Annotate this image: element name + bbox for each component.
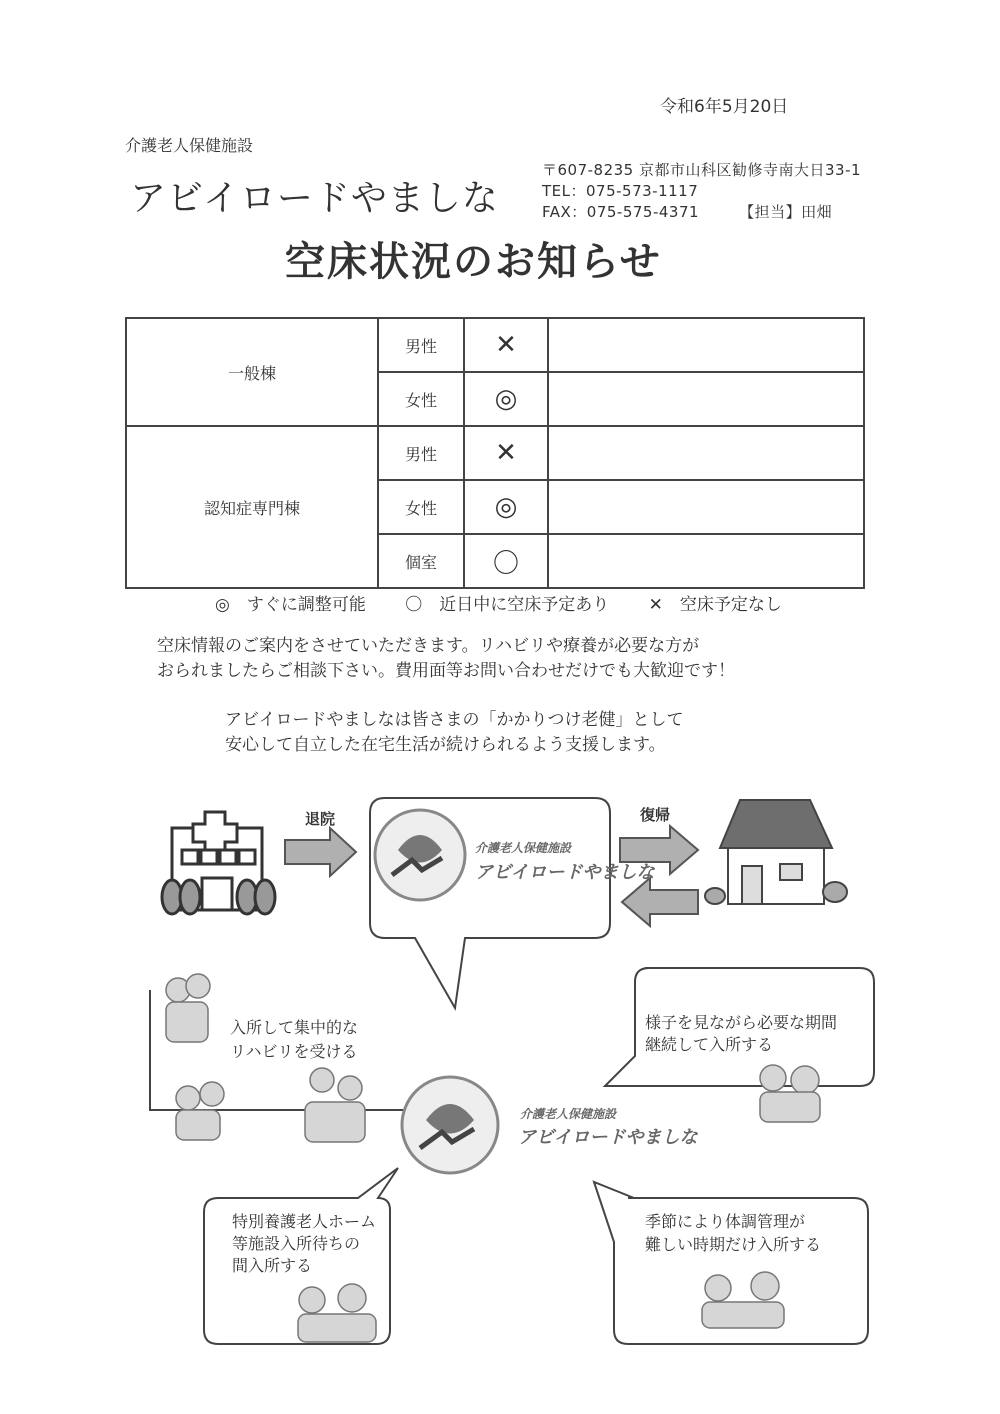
facility-type: 介護老人保健施設	[125, 136, 254, 155]
mission-paragraph	[225, 708, 684, 758]
row-label: 個室	[378, 534, 464, 588]
bubble-line: 様子を見ながら必要な期間	[645, 1013, 838, 1032]
bubble-line: 等施設入所待ちの	[232, 1234, 361, 1253]
status-mark: ◎	[464, 372, 548, 426]
vacancy-table	[125, 317, 865, 589]
ward-name: 認知症専門棟	[126, 426, 378, 588]
contact-fax: FAX：075-575-4371	[542, 203, 700, 221]
logo-name: アビイロードやましな	[518, 1127, 698, 1148]
bubble-line: 特別養護老人ホーム	[232, 1212, 377, 1231]
intro-paragraph	[157, 634, 735, 684]
legend	[215, 590, 816, 615]
paragraph-line: 空床情報のご案内をさせていただきます。リハビリや療養が必要な方が	[157, 636, 700, 656]
row-label: 女性	[378, 372, 464, 426]
note-cell	[548, 534, 864, 588]
facility-name: アビイロードやましな	[130, 178, 499, 219]
logo-name: アビイロードやましな	[475, 862, 655, 883]
care-flow-diagram	[0, 780, 1000, 1380]
logo-icon	[402, 1077, 498, 1173]
bubble-line: 間入所する	[232, 1256, 313, 1275]
contact-tel: TEL：075-573-1117	[542, 182, 699, 200]
contact-block	[542, 160, 861, 223]
note-cell	[548, 372, 864, 426]
note-cell	[548, 426, 864, 480]
legend-item: ✕ 空床予定なし	[648, 595, 782, 615]
row-label: 男性	[378, 318, 464, 372]
contact-person: 【担当】田畑	[739, 203, 833, 221]
status-mark: 〇	[464, 534, 548, 588]
contact-fax-row	[542, 202, 861, 223]
status-mark: ◎	[464, 480, 548, 534]
table-row	[126, 426, 864, 480]
logo-subtitle: 介護老人保健施設	[520, 1107, 617, 1121]
house-icon	[705, 800, 847, 904]
ward-name: 一般棟	[126, 318, 378, 426]
bubble-line: リハビリを受ける	[230, 1042, 358, 1061]
discharge-label: 退院	[305, 810, 336, 828]
logo-icon	[375, 810, 465, 900]
page-title: 空床状況のお知らせ	[285, 239, 662, 285]
paragraph-line: おられましたらご相談下さい。費用面等お問い合わせだけでも大歓迎です！	[157, 661, 735, 681]
arrow-right-icon	[285, 828, 356, 876]
bubble-line: 季節により体調管理が	[645, 1212, 806, 1231]
legend-item: ◎ すぐに調整可能	[215, 595, 366, 615]
status-mark: ✕	[464, 318, 548, 372]
row-label: 女性	[378, 480, 464, 534]
note-cell	[548, 318, 864, 372]
logo-subtitle: 介護老人保健施設	[475, 841, 572, 855]
bubble-line: 継続して入所する	[645, 1035, 774, 1054]
paragraph-line: アビイロードやましなは皆さまの「かかりつけ老健」として	[225, 710, 684, 730]
issue-date: 令和6年5月20日	[660, 97, 789, 117]
bubble-line: 入所して集中的な	[230, 1018, 359, 1037]
arrow-left-icon	[622, 878, 698, 926]
legend-item: 〇 近日中に空床予定あり	[405, 595, 610, 615]
contact-address: 〒607-8235 京都市山科区勧修寺南大日33-1	[542, 161, 862, 179]
note-cell	[548, 480, 864, 534]
table-row	[126, 318, 864, 372]
status-mark: ✕	[464, 426, 548, 480]
paragraph-line: 安心して自立した在宅生活が続けられるよう支援します。	[225, 735, 666, 755]
hospital-icon	[162, 812, 275, 914]
row-label: 男性	[378, 426, 464, 480]
bubble-line: 難しい時期だけ入所する	[645, 1235, 822, 1254]
return-label: 復帰	[640, 806, 671, 824]
